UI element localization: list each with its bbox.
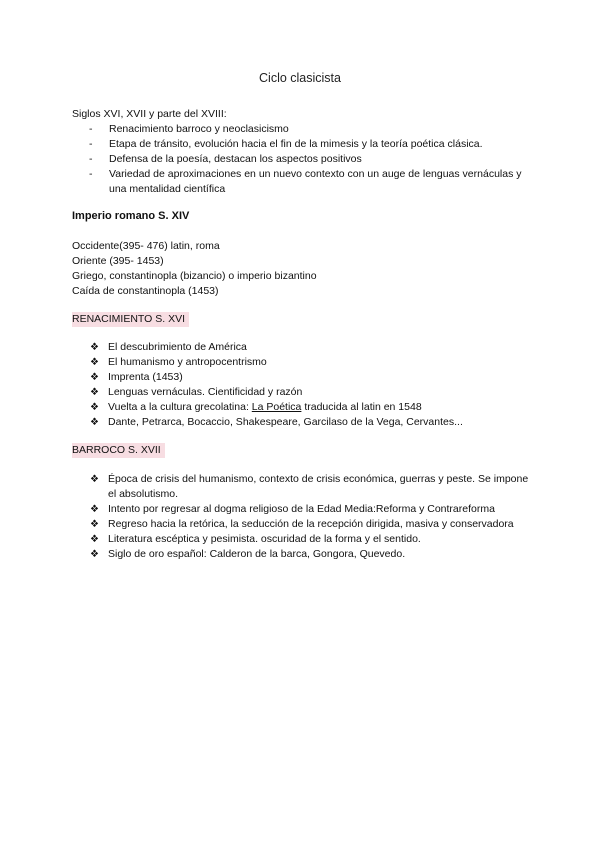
list-item: ❖ Literatura escéptica y pesimista. oscuridad de la forma y el sentido. bbox=[90, 533, 421, 545]
imperio-line: Oriente (395- 1453) bbox=[72, 255, 164, 267]
list-item: - Defensa de la poesía, destacan los aspectos positivos bbox=[89, 153, 362, 165]
imperio-heading: Imperio romano S. XIV bbox=[72, 210, 190, 222]
diamond-bullet-icon: ❖ bbox=[90, 417, 99, 428]
document-title: Ciclo clasicista bbox=[259, 71, 341, 85]
diamond-bullet-icon: ❖ bbox=[90, 402, 99, 413]
diamond-bullet-icon: ❖ bbox=[90, 534, 99, 545]
diamond-bullet-icon: ❖ bbox=[90, 357, 99, 368]
la-poetica-link[interactable]: La Poética bbox=[251, 401, 302, 413]
list-item: ❖ Dante, Petrarca, Bocaccio, Shakespeare, Garcilaso de la Vega, Cervantes... bbox=[90, 416, 463, 428]
list-item: ❖ El descubrimiento de América bbox=[90, 341, 247, 353]
dash-bullet: - bbox=[89, 168, 93, 180]
renacimiento-list bbox=[72, 340, 532, 430]
diamond-bullet-icon: ❖ bbox=[90, 372, 99, 383]
imperio-line: Occidente(395- 476) latin, roma bbox=[72, 240, 220, 252]
intro-section bbox=[72, 107, 532, 197]
list-item: - Etapa de tránsito, evolución hacia el fin de la mimesis y la teoría poética clásica. bbox=[89, 138, 483, 150]
dash-bullet: - bbox=[89, 153, 93, 165]
list-item: ❖ Vuelta a la cultura grecolatina: La Poética traducida al latin en 1548 bbox=[90, 401, 422, 413]
barroco-list bbox=[72, 472, 532, 562]
renacimiento-section bbox=[72, 340, 532, 430]
intro-heading: Siglos XVI, XVII y parte del XVIII: bbox=[72, 108, 227, 120]
barroco-heading-block bbox=[72, 443, 165, 458]
list-item: - Variedad de aproximaciones en un nuevo contexto con un auge de lenguas vernáculas y una mentalidad científica bbox=[89, 168, 522, 195]
imperio-section bbox=[72, 239, 532, 299]
list-item: ❖ Regreso hacia la retórica, la seducción de la recepción dirigida, masiva y conservadora bbox=[90, 518, 514, 530]
renacimiento-heading: RENACIMIENTO S. XVI bbox=[72, 312, 189, 327]
list-item: ❖ Época de crisis del humanismo, contexto de crisis económica, guerras y peste. Se impone el absolutismo. bbox=[90, 473, 529, 500]
list-item: ❖ Siglo de oro español: Calderon de la barca, Gongora, Quevedo. bbox=[90, 548, 406, 560]
imperio-line: Caída de constantinopla (1453) bbox=[72, 285, 219, 297]
list-item: ❖ Imprenta (1453) bbox=[90, 371, 183, 383]
dash-bullet: - bbox=[89, 138, 93, 150]
barroco-heading: BARROCO S. XVII bbox=[72, 443, 165, 458]
diamond-bullet-icon: ❖ bbox=[90, 519, 99, 530]
diamond-bullet-icon: ❖ bbox=[90, 387, 99, 398]
intro-list bbox=[72, 122, 532, 197]
list-item: ❖ El humanismo y antropocentrismo bbox=[90, 356, 267, 368]
dash-bullet: - bbox=[89, 123, 93, 135]
diamond-bullet-icon: ❖ bbox=[90, 504, 99, 515]
diamond-bullet-icon: ❖ bbox=[90, 549, 99, 560]
barroco-section bbox=[72, 472, 532, 562]
imperio-line: Griego, constantinopla (bizancio) o imperio bizantino bbox=[72, 270, 317, 282]
imperio-heading-block bbox=[72, 209, 532, 224]
diamond-bullet-icon: ❖ bbox=[90, 474, 99, 485]
diamond-bullet-icon: ❖ bbox=[90, 342, 99, 353]
renacimiento-heading-block bbox=[72, 312, 189, 327]
list-item: ❖ Lenguas vernáculas. Cientificidad y razón bbox=[90, 386, 303, 398]
list-item: - Renacimiento barroco y neoclasicismo bbox=[89, 123, 289, 135]
list-item: ❖ Intento por regresar al dogma religioso de la Edad Media:Reforma y Contrareforma bbox=[90, 503, 495, 515]
